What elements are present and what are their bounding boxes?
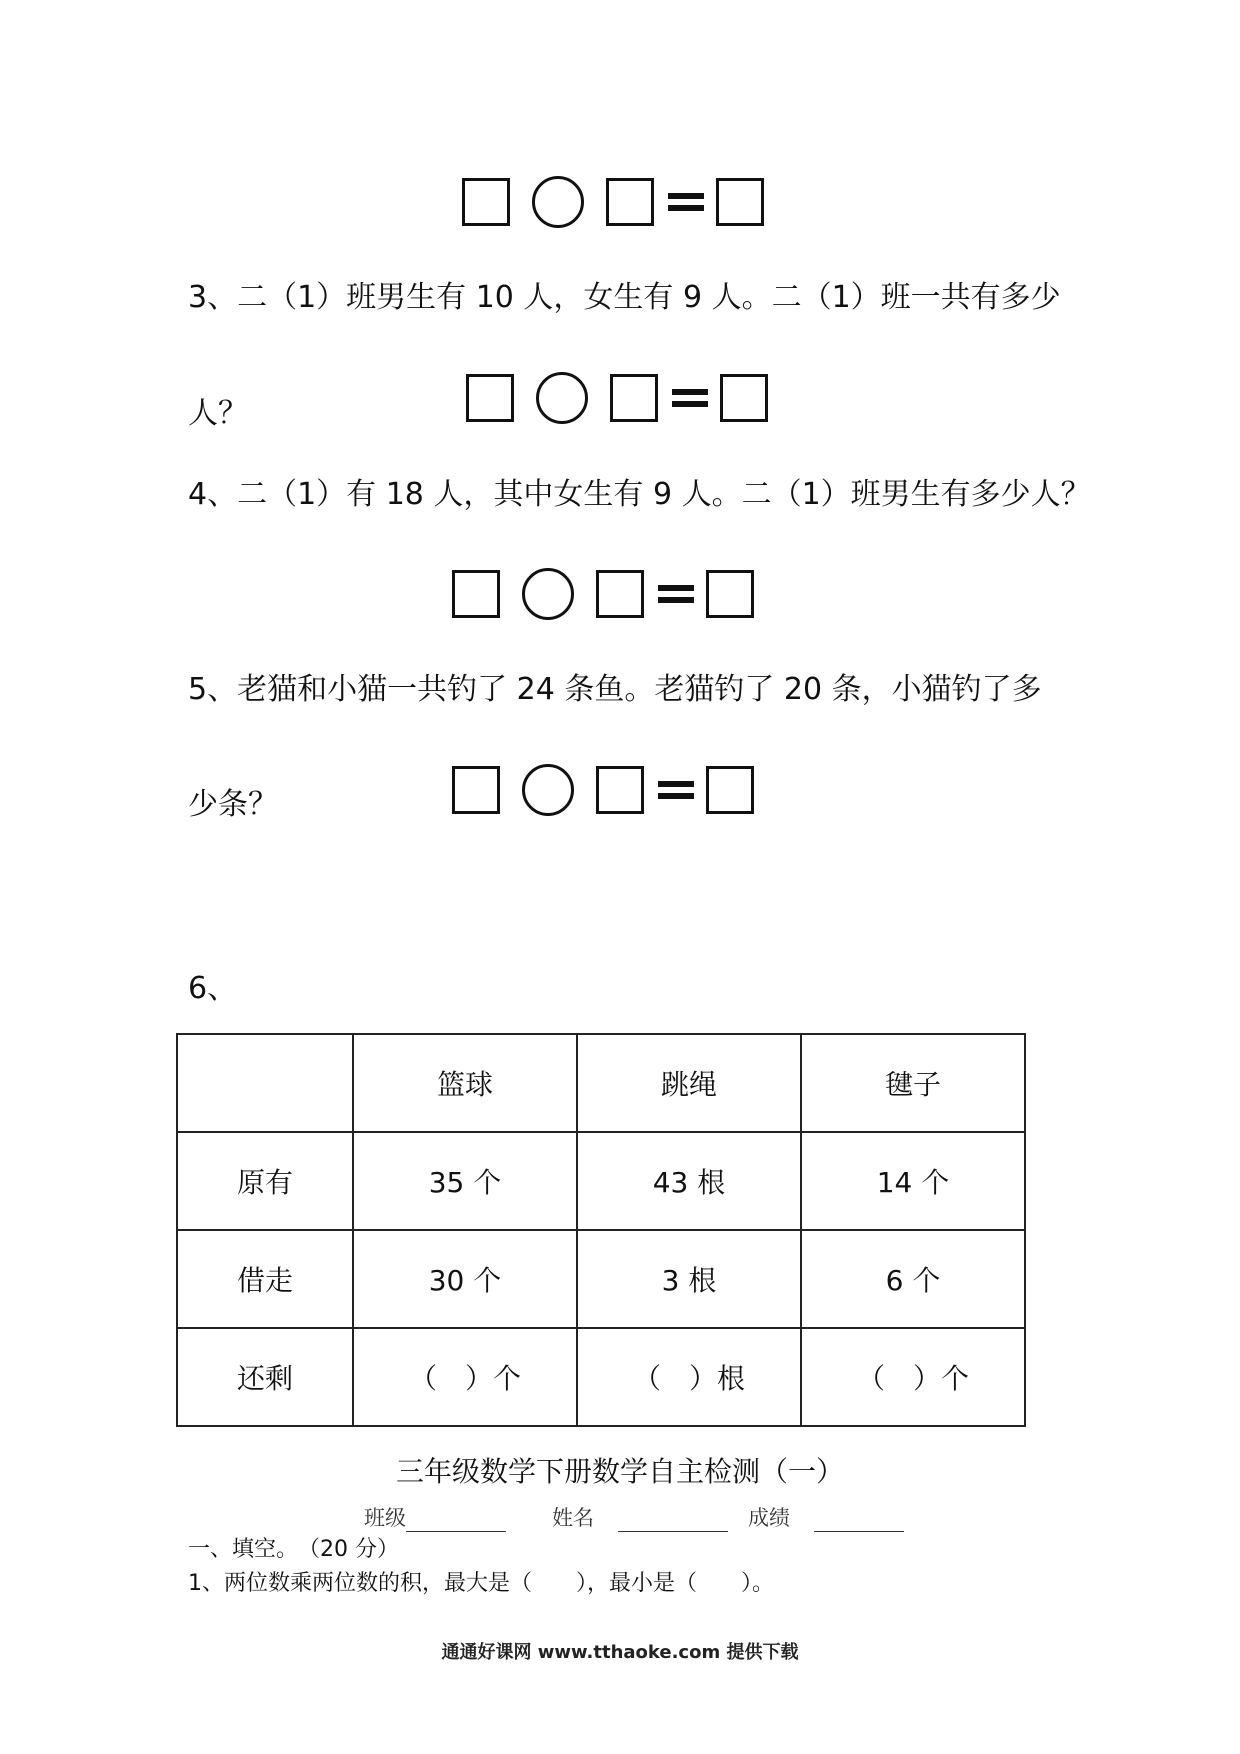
question-3-line-1: 3、二（1）班男生有 10 人，女生有 9 人。二（1）班一共有多少: [188, 280, 1061, 315]
equals-sign: [672, 387, 708, 409]
table-row: [177, 1230, 1025, 1328]
answer-cell[interactable]: （ ）根: [577, 1328, 801, 1426]
question-5-line-2: 少条？: [188, 787, 278, 822]
answer-box[interactable]: [452, 766, 500, 814]
equals-sign: [658, 779, 694, 801]
footer-credit: 通通好课网 www.tthaoke.com 提供下载: [441, 1642, 799, 1663]
answer-box[interactable]: [452, 570, 500, 618]
equation-boxes-q5: [452, 764, 754, 816]
table-cell: 43 根: [577, 1132, 801, 1230]
result-box[interactable]: [706, 766, 754, 814]
answer-box[interactable]: [462, 178, 510, 226]
answer-box[interactable]: [610, 374, 658, 422]
result-box[interactable]: [716, 178, 764, 226]
answer-box[interactable]: [596, 766, 644, 814]
operator-circle[interactable]: [522, 568, 574, 620]
table-row: [177, 1132, 1025, 1230]
table-cell: 35 个: [353, 1132, 577, 1230]
row-label-cell: 还剩: [177, 1328, 353, 1426]
answer-box[interactable]: [606, 178, 654, 226]
answer-box[interactable]: [596, 570, 644, 618]
table-cell: 14 个: [801, 1132, 1025, 1230]
equals-sign: [668, 191, 704, 213]
score-input-line[interactable]: [814, 1511, 904, 1532]
operator-circle[interactable]: [532, 176, 584, 228]
equals-sign: [658, 583, 694, 605]
table-row: [177, 1328, 1025, 1426]
name-input-line[interactable]: [618, 1511, 728, 1532]
table-header-cell: 毽子: [801, 1034, 1025, 1132]
operator-circle[interactable]: [522, 764, 574, 816]
score-field: [748, 1502, 904, 1532]
sports-equipment-table: [176, 1033, 1026, 1427]
result-box[interactable]: [720, 374, 768, 422]
exam-title: 三年级数学下册数学自主检测（一）: [395, 1455, 844, 1488]
fill-in-item-1: 1、两位数乘两位数的积，最大是（ ），最小是（ ）。: [188, 1571, 774, 1596]
score-label: 成绩: [748, 1506, 790, 1530]
equation-boxes-q2: [462, 176, 764, 228]
question-4-line-1: 4、二（1）有 18 人，其中女生有 9 人。二（1）班男生有多少人？: [188, 477, 1091, 512]
table-cell: 30 个: [353, 1230, 577, 1328]
section-1-heading: 一、填空。 （20 分）: [188, 1537, 399, 1562]
question-6-label: 6、: [188, 971, 238, 1006]
table-cell: 3 根: [577, 1230, 801, 1328]
name-label: 姓名: [552, 1506, 594, 1530]
operator-circle[interactable]: [536, 372, 588, 424]
class-label: 班级: [364, 1506, 406, 1530]
table-header-row: [177, 1034, 1025, 1132]
equation-boxes-q4: [452, 568, 754, 620]
row-label-cell: 原有: [177, 1132, 353, 1230]
question-3-line-2: 人？: [188, 396, 248, 431]
table-header-cell: 篮球: [353, 1034, 577, 1132]
answer-box[interactable]: [466, 374, 514, 422]
table-header-cell: [177, 1034, 353, 1132]
class-field: [364, 1502, 506, 1532]
answer-cell[interactable]: （ ）个: [801, 1328, 1025, 1426]
result-box[interactable]: [706, 570, 754, 618]
table-header-cell: 跳绳: [577, 1034, 801, 1132]
equation-boxes-q3: [466, 372, 768, 424]
row-label-cell: 借走: [177, 1230, 353, 1328]
name-field: [552, 1502, 728, 1532]
table-cell: 6 个: [801, 1230, 1025, 1328]
question-5-line-1: 5、老猫和小猫一共钓了 24 条鱼。老猫钓了 20 条，小猫钓了多: [188, 672, 1042, 707]
answer-cell[interactable]: （ ）个: [353, 1328, 577, 1426]
class-input-line[interactable]: [406, 1511, 506, 1532]
